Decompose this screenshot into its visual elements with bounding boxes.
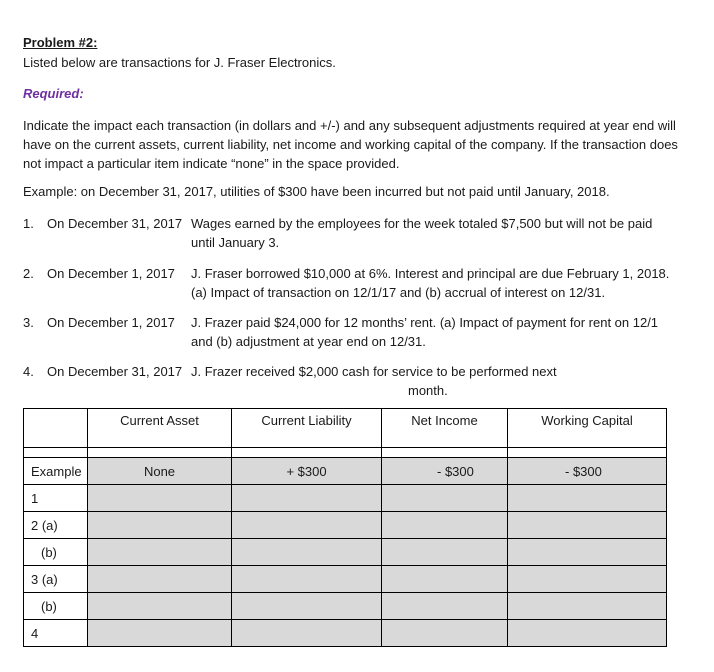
description-line: J. Frazer received $2,000 cash for service to be performed next <box>191 364 557 379</box>
transaction-number: 4. <box>23 364 34 379</box>
row-label: 3 (a) <box>24 566 88 593</box>
answer-cell[interactable] <box>88 485 232 512</box>
transaction-number: 3. <box>23 315 34 330</box>
description-line: J. Frazer paid $24,000 for 12 months’ rent. (a) Impact of payment for rent on 12/1 <box>191 315 659 330</box>
description-line: and (b) adjustment at year end on 12/31. <box>191 334 426 349</box>
answer-cell[interactable] <box>382 620 508 647</box>
transaction-date: On December 1, 2017 <box>47 315 175 330</box>
answer-cell[interactable] <box>88 512 232 539</box>
transaction-description <box>191 362 691 400</box>
table-row <box>24 485 667 512</box>
table-header-cell: Net Income <box>382 409 508 448</box>
table-cell: - $300 <box>382 458 508 485</box>
row-label: 4 <box>24 620 88 647</box>
table-cell <box>232 448 382 458</box>
answer-cell[interactable] <box>382 512 508 539</box>
transaction-description <box>191 313 691 351</box>
table-row <box>24 512 667 539</box>
transaction-4 <box>23 362 703 402</box>
intro-text: Listed below are transactions for J. Fraser Electronics. <box>23 55 336 70</box>
transaction-date: On December 1, 2017 <box>47 266 175 281</box>
table-header-cell <box>24 409 88 448</box>
row-label: 1 <box>24 485 88 512</box>
answer-cell[interactable] <box>232 620 382 647</box>
table-cell <box>24 448 88 458</box>
answer-cell[interactable] <box>88 593 232 620</box>
transaction-number: 1. <box>23 216 34 231</box>
answer-cell[interactable] <box>88 566 232 593</box>
table-spacer-row <box>24 448 667 458</box>
description-line: (a) Impact of transaction on 12/1/17 and (b) accrual of interest on 12/31. <box>191 285 606 300</box>
answer-cell[interactable] <box>232 512 382 539</box>
answer-cell[interactable] <box>382 539 508 566</box>
transaction-description <box>191 214 691 252</box>
table-cell <box>88 448 232 458</box>
required-label: Required: <box>23 86 84 101</box>
table-header-cell: Current Asset <box>88 409 232 448</box>
answer-cell[interactable] <box>508 485 667 512</box>
answer-cell[interactable] <box>232 593 382 620</box>
row-label: (b) <box>24 539 88 566</box>
impact-table <box>23 408 667 647</box>
table-row <box>24 620 667 647</box>
description-line: month. <box>408 383 448 398</box>
answer-cell[interactable] <box>232 539 382 566</box>
transaction-2 <box>23 264 703 304</box>
table-cell <box>508 448 667 458</box>
answer-cell[interactable] <box>88 620 232 647</box>
answer-cell[interactable] <box>88 539 232 566</box>
instructions-paragraph: Indicate the impact each transaction (in dollars and +/-) and any subsequent adjustments required at year end will have on the current assets, current liability, net income and working capital of the company. If the transaction does not impact a particular item indicate “none” in the space provided. <box>23 118 678 171</box>
description-line: J. Fraser borrowed $10,000 at 6%. Interest and principal are due February 1, 2018. <box>191 266 670 281</box>
answer-cell[interactable] <box>508 512 667 539</box>
answer-cell[interactable] <box>232 485 382 512</box>
description-line: Wages earned by the employees for the week totaled $7,500 but will not be paid <box>191 216 653 231</box>
table-header-cell: Working Capital <box>508 409 667 448</box>
table-cell <box>382 448 508 458</box>
answer-cell[interactable] <box>382 485 508 512</box>
answer-cell[interactable] <box>508 539 667 566</box>
table-row <box>24 539 667 566</box>
row-label: (b) <box>24 593 88 620</box>
answer-cell[interactable] <box>382 593 508 620</box>
table-row <box>24 593 667 620</box>
table-row <box>24 566 667 593</box>
table-cell: None <box>88 458 232 485</box>
transaction-date: On December 31, 2017 <box>47 216 183 231</box>
answer-cell[interactable] <box>508 593 667 620</box>
answer-cell[interactable] <box>382 566 508 593</box>
transaction-date: On December 31, 2017 <box>47 364 183 379</box>
problem-title: Problem #2: <box>23 35 98 50</box>
transaction-1 <box>23 214 703 254</box>
row-label: Example <box>24 458 88 485</box>
description-line: until January 3. <box>191 235 280 250</box>
table-row-example <box>24 458 667 485</box>
table-header-cell: Current Liability <box>232 409 382 448</box>
transaction-3 <box>23 313 703 353</box>
table-cell: + $300 <box>232 458 382 485</box>
answer-cell[interactable] <box>232 566 382 593</box>
answer-cell[interactable] <box>508 566 667 593</box>
row-label: 2 (a) <box>24 512 88 539</box>
transaction-description <box>191 264 691 302</box>
table-header-row <box>24 409 667 448</box>
answer-cell[interactable] <box>508 620 667 647</box>
example-text: Example: on December 31, 2017, utilities of $300 have been incurred but not paid until January, 2018. <box>23 184 610 199</box>
table-cell: - $300 <box>508 458 667 485</box>
transaction-number: 2. <box>23 266 34 281</box>
